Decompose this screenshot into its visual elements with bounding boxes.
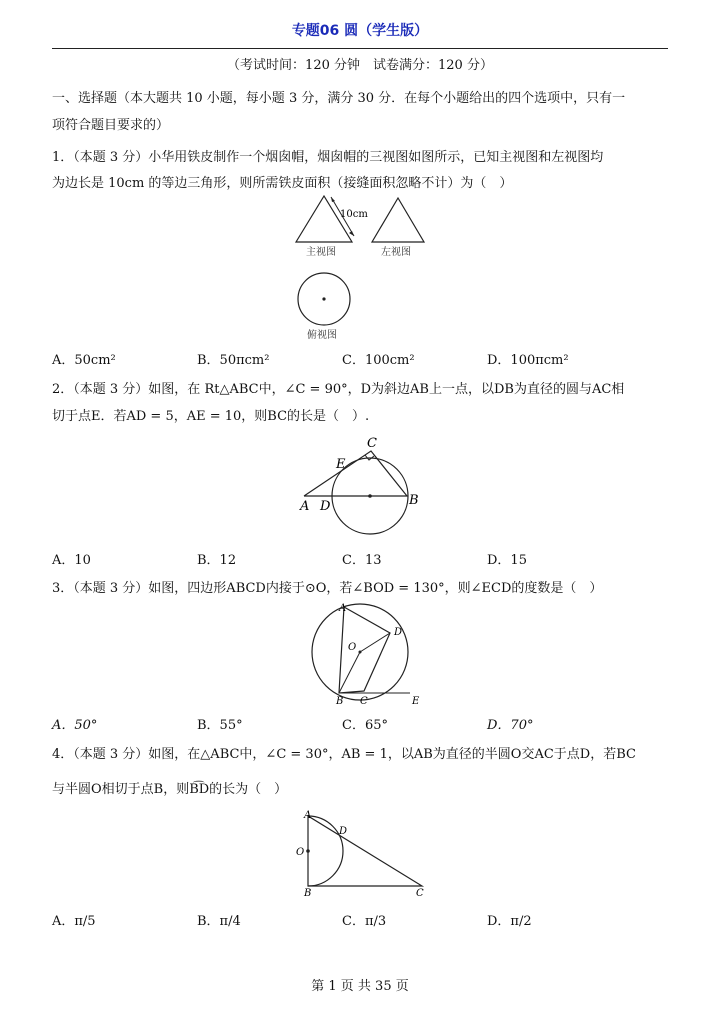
- option-c[interactable]: C．65°: [342, 718, 388, 733]
- option-c[interactable]: C．13: [342, 553, 382, 568]
- label-a: A: [300, 499, 310, 514]
- label-c: C: [360, 696, 368, 707]
- section-heading-line-2: 项符合题目要求的）: [52, 118, 170, 133]
- option-b[interactable]: B．12: [197, 553, 237, 568]
- section-heading-line-1: 一、选择题（本大题共 10 小题，每小题 3 分，满分 30 分．在每个小题给出的四个选项中，只有一: [52, 91, 626, 106]
- label-c: C: [416, 888, 424, 898]
- title-divider: [52, 48, 668, 49]
- question-4-text-line-2: 与半圆O相切于点B，则B͡D的长为（ ）: [52, 782, 288, 797]
- top-view-label: 俯视图: [307, 330, 337, 341]
- page-title: 专题06 圆（学生版）: [291, 23, 429, 39]
- label-o: O: [296, 847, 305, 858]
- question-4-options: [52, 910, 672, 928]
- question-1-options: [52, 349, 672, 367]
- label-c: C: [367, 436, 377, 451]
- top-view-circle: [298, 273, 350, 325]
- label-b: B: [304, 888, 312, 898]
- question-4-text-line-1: 4．（本题 3 分）如图，在△ABC中，∠C = 30°，AB = 1，以AB为直径的半圆O交AC于点D，若BC: [52, 747, 636, 762]
- exam-info: （考试时间：120 分钟 试卷满分：120 分）: [227, 58, 493, 73]
- label-o: O: [348, 642, 357, 653]
- label-e: E: [336, 457, 346, 472]
- label-d: D: [339, 826, 348, 837]
- question-2-text-line-1: 2．（本题 3 分）如图，在 Rt△ABC中，∠C = 90°，D为斜边AB上一点，以DB为直径的圆与AC相: [52, 382, 625, 397]
- question-3-figure: [302, 600, 428, 710]
- option-d[interactable]: D．π/2: [487, 914, 532, 929]
- label-a: A: [304, 810, 312, 821]
- question-1-three-views-figure: [288, 192, 428, 344]
- front-view-label: 主视图: [306, 247, 336, 258]
- option-d[interactable]: D．70°: [487, 718, 534, 733]
- triangle-abc: [308, 816, 422, 886]
- option-a[interactable]: A．10: [52, 553, 91, 568]
- triangle-abc: [304, 451, 407, 496]
- option-b[interactable]: B．π/4: [197, 914, 241, 929]
- question-1-text-line-2: 为边长是 10cm 的等边三角形，则所需铁皮面积（接缝面积忽略不计）为（ ）: [52, 176, 513, 191]
- question-1-text-line-1: 1．（本题 3 分）小华用铁皮制作一个烟囱帽，烟囱帽的三视图如图所示，已知主视图和左视图均: [52, 150, 604, 165]
- option-a[interactable]: A．50cm²: [52, 353, 116, 368]
- left-view-label: 左视图: [381, 247, 411, 258]
- label-e: E: [412, 696, 420, 707]
- question-2-text-line-2: 切于点E．若AD = 5，AE = 10，则BC的长是（ ）.: [52, 409, 370, 424]
- question-2-figure: [296, 432, 428, 544]
- label-b: B: [409, 493, 419, 508]
- label-a: A: [339, 603, 347, 614]
- option-a[interactable]: A．50°: [52, 718, 98, 733]
- option-b[interactable]: B．50πcm²: [197, 353, 270, 368]
- quadrilateral-abcd: [339, 607, 390, 693]
- label-b: B: [336, 696, 344, 707]
- option-c[interactable]: C．π/3: [342, 914, 387, 929]
- question-4-figure: [292, 806, 432, 898]
- option-d[interactable]: D．15: [487, 553, 527, 568]
- option-b[interactable]: B．55°: [197, 718, 243, 733]
- option-d[interactable]: D．100πcm²: [487, 353, 569, 368]
- question-3-options: [52, 714, 672, 732]
- question-3-text-line-1: 3．（本题 3 分）如图，四边形ABCD内接于⊙O，若∠BOD = 130°，则∠ECD的度数是（ ）: [52, 581, 603, 596]
- radii-ob-od: [339, 633, 390, 693]
- option-a[interactable]: A．π/5: [52, 914, 96, 929]
- option-c[interactable]: C．100cm²: [342, 353, 415, 368]
- label-d: D: [394, 627, 403, 638]
- label-d: D: [320, 499, 331, 514]
- question-2-options: [52, 549, 672, 567]
- left-view-triangle: [372, 198, 424, 242]
- page-number: 第 1 页 共 35 页: [311, 979, 409, 994]
- length-label: 10cm: [340, 209, 368, 220]
- center-o-point: [306, 849, 310, 853]
